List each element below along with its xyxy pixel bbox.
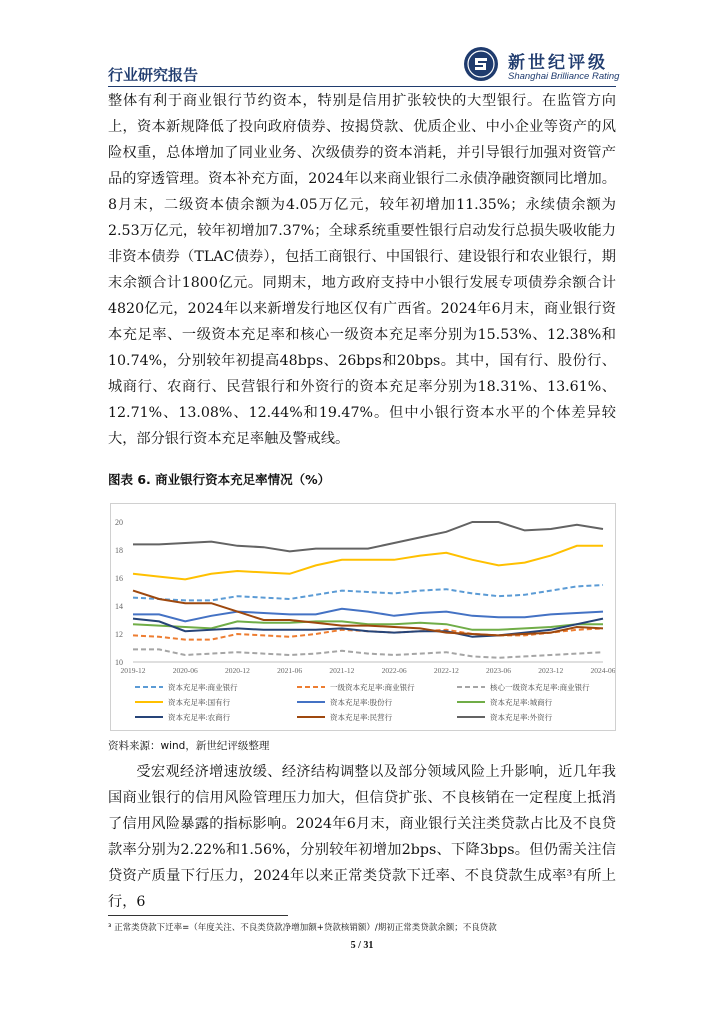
y-tick-label: 14 bbox=[115, 602, 123, 611]
legend-label: 资本充足率:外资行 bbox=[490, 713, 553, 722]
legend-label: 核心一级资本充足率:商业银行 bbox=[490, 683, 590, 692]
x-tick-label: 2021-06 bbox=[277, 666, 303, 675]
report-header-title: 行业研究报告 bbox=[108, 66, 199, 84]
y-tick-label: 12 bbox=[115, 630, 123, 639]
x-tick-label: 2020-06 bbox=[172, 666, 198, 675]
series-line-3 bbox=[133, 649, 603, 657]
body-paragraph-1 bbox=[108, 88, 616, 452]
y-tick-label: 20 bbox=[115, 518, 123, 527]
legend-label: 资本充足率:商业银行 bbox=[168, 683, 238, 692]
series-line-5 bbox=[133, 609, 603, 622]
body-paragraph-2 bbox=[108, 759, 616, 915]
x-tick-label: 2021-12 bbox=[329, 666, 355, 675]
page-number: 5 / 31 bbox=[350, 940, 374, 951]
logo-chinese-name: 新世纪评级 bbox=[508, 53, 608, 73]
figure-title: 图表 6. 商业银行资本充足率情况（%） bbox=[108, 472, 331, 487]
chart-svg bbox=[111, 504, 615, 730]
paragraph-1-text: 整体有利于商业银行节约资本，特别是信用扩张较快的大型银行。在监管方向上，资本新规降低了投向政府债券、按揭贷款、优质企业、中小企业等资产的风险权重，总体增加了同业业务、次级债券的资本消耗，并引导银行加强对资管产品的穿透管理。资本补充方面，2024年以来商业银行二永债净融资额同比增加。8月末，二级资本债余额为4.05万亿元，较年初增加11.35%；永续债余额为2.53万亿元，较年初增加7.37%；全球系统重要性银行启动发行总损失吸收能力非资本债券（TLAC债券），包括工商银行、中国银行、建设银行和农业银行，期末余额合计1800亿元。同期末，地方政府支持中小银行发展专项债券余额合计4820亿元，2024年以来新增发行地区仅有广西省。2024年6月末，商业银行资本充足率、一级资本充足率和核心一级资本充足率分别为15.53%、12.38%和10.74%，分别较年初提高48bps、26bps和20bps。其中，国有行、股份行、城商行、农商行、民营银行和外资行的资本充足率分别为18.31%、13.61%、12.71%、13.08%、12.44%和19.47%。但中小银行资本水平的个体差异较大，部分银行资本充足率触及警戒线。 bbox=[108, 93, 616, 447]
x-tick-label: 2022-12 bbox=[433, 666, 459, 675]
legend-label: 资本充足率:股份行 bbox=[330, 698, 393, 707]
footnote-divider bbox=[108, 915, 288, 916]
capital-adequacy-chart bbox=[110, 503, 616, 731]
figure-source: 资料来源：wind，新世纪评级整理 bbox=[108, 740, 270, 752]
legend-label: 资本充足率:农商行 bbox=[168, 713, 231, 722]
x-tick-label: 2023-06 bbox=[486, 666, 512, 675]
y-tick-label: 10 bbox=[115, 658, 123, 667]
x-tick-label: 2022-06 bbox=[381, 666, 407, 675]
series-line-4 bbox=[133, 546, 603, 580]
brilliance-logo-icon bbox=[463, 46, 499, 82]
y-tick-label: 18 bbox=[115, 546, 123, 555]
legend-label: 资本充足率:国有行 bbox=[168, 698, 231, 707]
x-tick-label: 2023-12 bbox=[538, 666, 564, 675]
footnote: ³ 正常类贷款下迁率=（年度关注、不良类贷款净增加额+贷款核销额）/期初正常类贷款余额；不良贷款 bbox=[108, 923, 497, 933]
y-tick-label: 16 bbox=[115, 574, 123, 583]
header-divider bbox=[108, 86, 616, 87]
x-tick-label: 2020-12 bbox=[224, 666, 250, 675]
series-line-1 bbox=[133, 585, 603, 600]
legend-label: 资本充足率:民营行 bbox=[330, 713, 393, 722]
paragraph-2-text: 受宏观经济增速放缓、经济结构调整以及部分领域风险上升影响，近几年我国商业银行的信用风险管理压力加大，但信贷扩张、不良核销在一定程度上抵消了信用风险暴露的指标影响。2024年6月末，商业银行关注类贷款占比及不良贷款率分别为2.22%和1.56%，分别较年初增加2bps、下降3bps。但仍需关注信贷资产质量下行压力，2024年以来正常类贷款下迁率、不良贷款生成率³有所上行，6 bbox=[108, 764, 616, 910]
x-tick-label: 2019-12 bbox=[120, 666, 146, 675]
legend-label: 资本充足率:城商行 bbox=[490, 698, 553, 707]
logo-english-name: Shanghai Brilliance Rating bbox=[508, 71, 620, 82]
legend-label: 一级资本充足率:商业银行 bbox=[330, 683, 415, 692]
x-tick-label: 2024-06 bbox=[590, 666, 615, 675]
series-line-9 bbox=[133, 522, 603, 551]
